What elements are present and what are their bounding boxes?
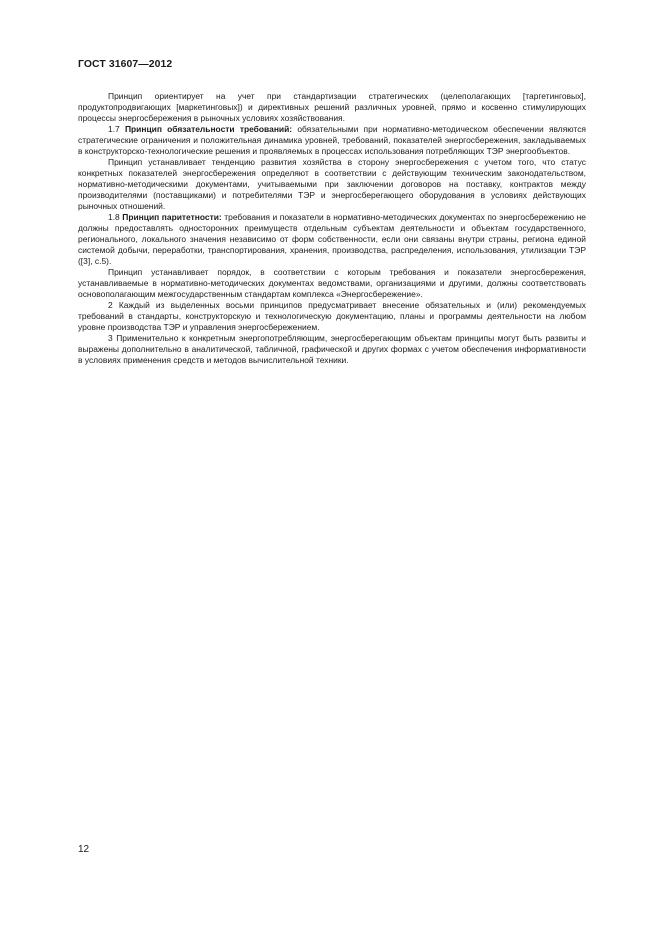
paragraph-text: требования и показатели в нормативно-методических документах по энергосбережению не должны предоставлять односторонних преимуществ отдельным субъектам деятельности и объектам государственного, регионального, локального значения независимо от форм собственности, если они связаны внутри страны, региона единой системой добычи, переработки, транспортирования, хранения, производства, распределения, использования, утилизации ТЭР ([3], с.5).: [78, 212, 586, 266]
document-header: ГОСТ 31607—2012: [78, 59, 173, 70]
paragraph: [78, 91, 586, 124]
paragraph-text: Принцип устанавливает тенденцию развития хозяйства в сторону энергосбережения с учетом того, что статус конкретных показателей энергосбережения определяют в соответствии с действующим техническим законодательством, нормативно-методическими документами, учитываемыми при заключении договоров на поставку, контрактов между производителями (поставщиками) и потребителями ТЭР и энергосберегающего оборудования в условиях действующих рыночных отношений.: [78, 157, 586, 211]
paragraph-text: 2 Каждый из выделенных восьми принципов предусматривает внесение обязательных и (или) рекомендуемых требований в стандарты, конструкторскую и технологическую документацию, планы и программы деятельности на любом уровне производства ТЭР и управления энергосбережением.: [78, 300, 586, 332]
paragraph: [78, 157, 586, 212]
clause-term: Принцип обязательности требований:: [124, 124, 293, 134]
paragraph-clause-1-8: [78, 212, 586, 267]
paragraph-text: 3 Применительно к конкретным энергопотребляющим, энергосберегающим объектам принципы могут быть развиты и выражены дополнительно в аналитической, табличной, графической и других формах с учетом обеспечения информативности в условиях применения средств и методов вычислительной техники.: [78, 333, 586, 365]
paragraph-text: Принцип устанавливает порядок, в соответствии с которым требования и показатели энергосбережения, устанавливаемые в нормативно-методических документах ведомствами, организациями и другими, должны соответствовать основополагающим межгосударственным стандартам комплекса «Энергосбережение».: [78, 267, 586, 299]
page-number: 12: [78, 844, 90, 855]
paragraph-note-2: [78, 300, 586, 333]
document-body: [78, 91, 586, 366]
paragraph-clause-1-7: [78, 124, 586, 157]
clause-number: 1.8: [108, 212, 120, 222]
paragraph-text: Принцип ориентирует на учет при стандартизации стратегических (целеполагающих [таргетинговых], продуктопродвигающих [маркетинговых]) и директивных решений различных уровней, прямо и косвенно стимулирующих процессы энергосбережения в рыночных условиях хозяйствования.: [78, 91, 586, 123]
clause-number: 1.7: [108, 124, 120, 134]
paragraph-text: обязательными при нормативно-методическом обеспечении являются стратегические ограничения и положительная динамика уровней, требований, показателей энергосбережения, закладываемых в конструкторско-технологические решения и проявляемых в процессах использования потребляющих ТЭР энергообъектов.: [78, 124, 586, 156]
clause-term: Принцип паритетности:: [122, 212, 222, 222]
paragraph-note-3: [78, 333, 586, 366]
paragraph: [78, 267, 586, 300]
